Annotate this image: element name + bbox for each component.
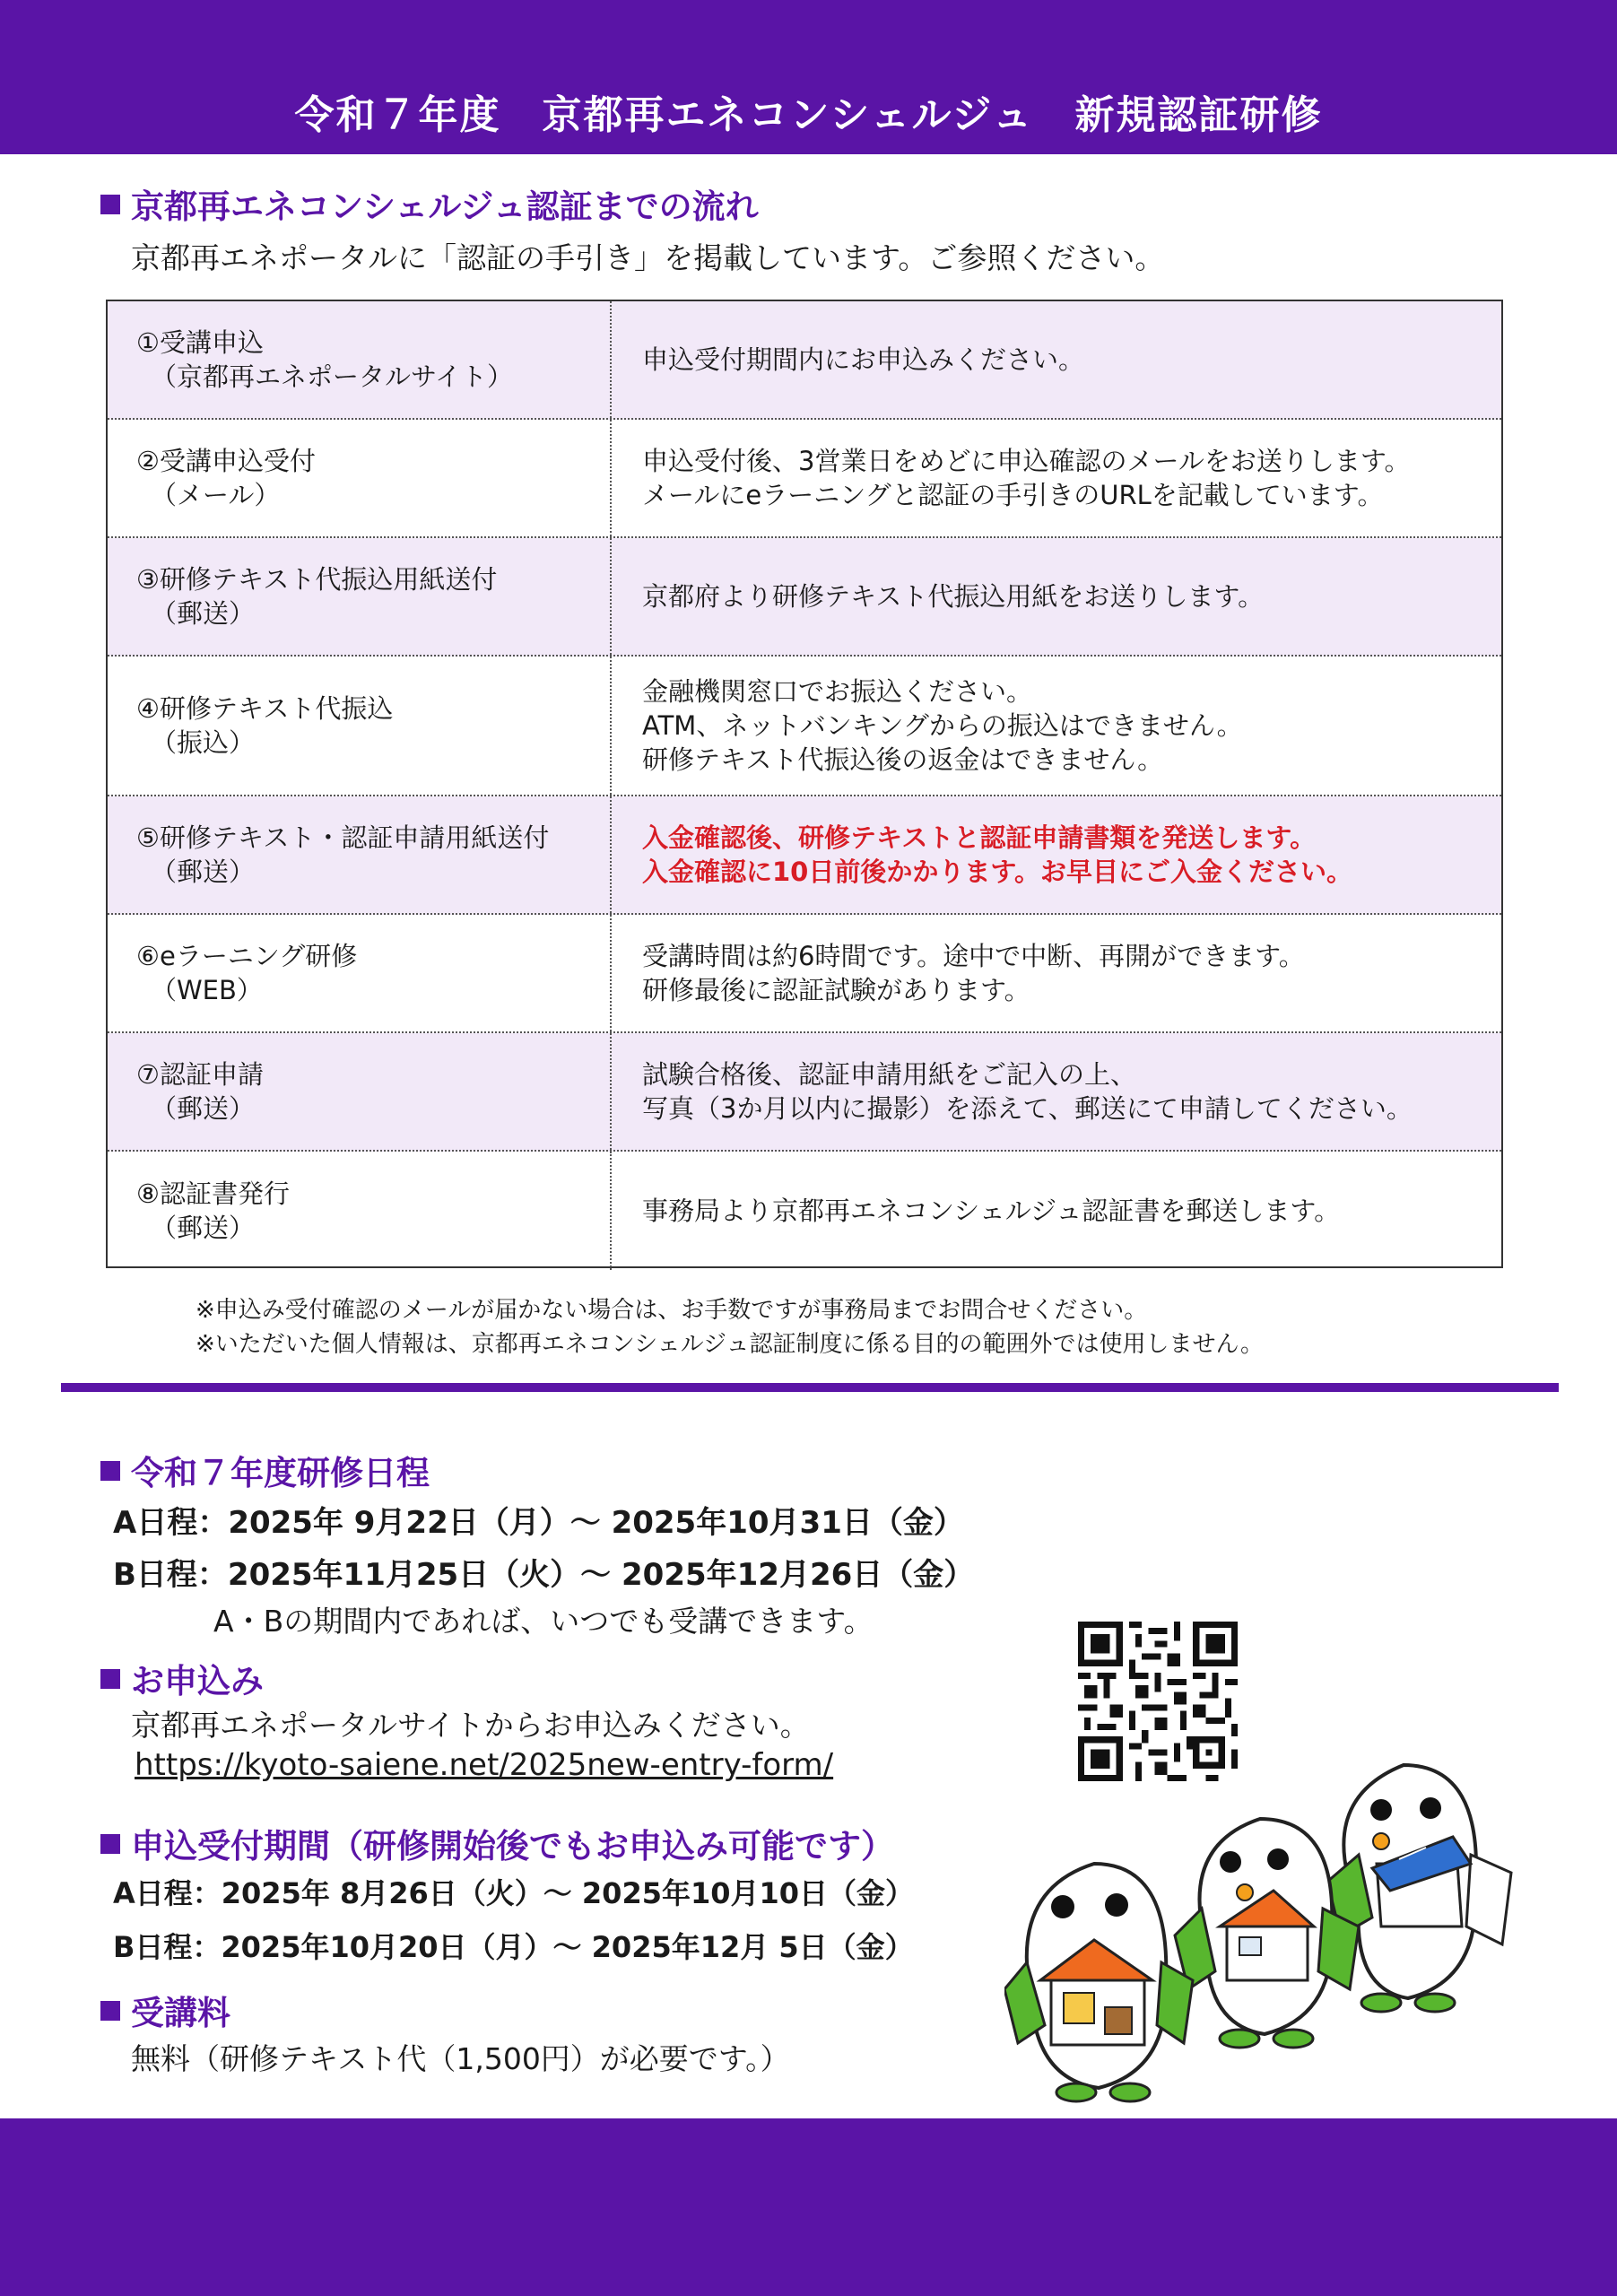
desc-line: ATM、ネットバンキングからの振込はできません。 <box>642 710 1243 741</box>
flow-intro: 京都再エネポータルに「認証の手引き」を掲載しています。ご参照ください。 <box>131 240 1165 275</box>
mascot-house-stove <box>1004 1864 1193 2101</box>
desc-cell <box>612 915 1501 1031</box>
fee-text: 無料（研修テキスト代（1,500円）が必要です。） <box>131 2041 790 2076</box>
flow-heading <box>100 179 759 228</box>
desc-line: 申込受付期間内にお申込みください。 <box>642 344 1085 375</box>
fee-heading-text: 受講料 <box>131 1994 230 2032</box>
table-row <box>108 657 1501 796</box>
header-banner <box>0 0 1617 154</box>
desc-cell <box>612 420 1501 536</box>
schedule-b: B日程：2025年11月25日（火）～ 2025年12月26日（金） <box>113 1557 975 1593</box>
table-row <box>108 1152 1501 1270</box>
step-sub: （郵送） <box>151 1093 256 1124</box>
apply-text: 京都再エネポータルサイトからお申込みください。 <box>131 1708 810 1743</box>
mascot-illustration <box>1004 1747 1543 2124</box>
step-sub: （振込） <box>151 727 256 758</box>
step-sub: （郵送） <box>151 1213 256 1243</box>
step-title: ⑦認証申請 <box>136 1059 264 1090</box>
desc-cell <box>612 1152 1501 1270</box>
step-title: ⑥eラーニング研修 <box>136 941 358 971</box>
desc-line: 申込受付後、3営業日をめどに申込確認のメールをお送りします。 <box>642 446 1411 476</box>
desc-line-alert: 入金確認後、研修テキストと認証申請書類を発送します。 <box>642 822 1317 853</box>
period-heading <box>100 1819 894 1867</box>
table-row <box>108 1033 1501 1152</box>
mascot-house-orange <box>1175 1819 1359 2048</box>
desc-line: 研修最後に認証試験があります。 <box>642 975 1030 1005</box>
desc-cell <box>612 796 1501 913</box>
step-sub: （WEB） <box>151 975 263 1005</box>
step-title: ①受講申込 <box>136 327 264 358</box>
note-email: ※申込み受付確認のメールが届かない場合は、お手数ですが事務局までお問合せください。 <box>196 1297 1148 1324</box>
desc-cell <box>612 1033 1501 1150</box>
step-sub: （京都再エネポータルサイト） <box>151 361 513 392</box>
step-cell <box>108 657 612 795</box>
step-cell <box>108 796 612 913</box>
table-row <box>108 915 1501 1033</box>
step-sub: （郵送） <box>151 857 256 887</box>
step-title: ②受講申込受付 <box>136 446 316 476</box>
schedule-a: A日程：2025年 9月22日（月）～ 2025年10月31日（金） <box>113 1505 964 1541</box>
step-cell <box>108 420 612 536</box>
apply-heading <box>100 1654 264 1702</box>
square-bullet-icon <box>100 1669 120 1689</box>
period-b: B日程：2025年10月20日（月）～ 2025年12月 5日（金） <box>113 1930 914 1964</box>
flow-heading-text: 京都再エネコンシェルジュ認証までの流れ <box>131 187 759 226</box>
schedule-heading <box>100 1446 430 1494</box>
step-cell <box>108 1152 612 1270</box>
table-row <box>108 538 1501 657</box>
note-privacy: ※いただいた個人情報は、京都再エネコンシェルジュ認証制度に係る目的の範囲外では使用しません。 <box>196 1331 1265 1358</box>
desc-line: 事務局より京都再エネコンシェルジュ認証書を郵送します。 <box>642 1196 1341 1226</box>
desc-line: 受講時間は約6時間です。途中で中断、再開ができます。 <box>642 941 1305 971</box>
mascot-solar <box>1327 1765 1511 2012</box>
desc-cell <box>612 657 1501 795</box>
apply-url-link[interactable]: https://kyoto-saiene.net/2025new-entry-form/ <box>135 1747 834 1783</box>
desc-cell <box>612 301 1501 418</box>
desc-line: 京都府より研修テキスト代振込用紙をお送りします。 <box>642 581 1265 612</box>
step-title: ⑤研修テキスト・認証申請用紙送付 <box>136 822 550 853</box>
step-title: ⑧認証書発行 <box>136 1178 290 1209</box>
step-title: ④研修テキスト代振込 <box>136 693 394 724</box>
desc-line: メールにeラーニングと認証の手引きのURLを記載しています。 <box>642 480 1384 510</box>
desc-line: 写真（3か月以内に撮影）を添えて、郵送にて申請してください。 <box>642 1093 1413 1124</box>
apply-heading-text: お申込み <box>131 1662 264 1700</box>
table-row <box>108 301 1501 420</box>
table-row <box>108 420 1501 538</box>
step-cell <box>108 1033 612 1150</box>
desc-line: 試験合格後、認証申請用紙をご記入の上、 <box>642 1059 1137 1090</box>
square-bullet-icon <box>100 1834 120 1854</box>
schedule-heading-text: 令和７年度研修日程 <box>131 1454 430 1492</box>
schedule-note: A・Bの期間内であれば、いつでも受講できます。 <box>213 1604 874 1639</box>
desc-line: 研修テキスト代振込後の返金はできません。 <box>642 744 1164 775</box>
page-title: 令和７年度 京都再エネコンシェルジュ 新規認証研修 <box>294 92 1323 138</box>
desc-line-alert: 入金確認に10日前後かかります。お早目にご入金ください。 <box>642 857 1353 887</box>
desc-cell <box>612 538 1501 655</box>
step-cell <box>108 538 612 655</box>
section-divider <box>61 1383 1559 1392</box>
step-sub: （郵送） <box>151 598 256 629</box>
step-sub: （メール） <box>151 480 281 510</box>
table-row <box>108 796 1501 915</box>
desc-line: 金融機関窓口でお振込ください。 <box>642 676 1033 707</box>
period-a: A日程：2025年 8月26日（火）～ 2025年10月10日（金） <box>113 1876 915 1910</box>
period-heading-text: 申込受付期間（研修開始後でもお申込み可能です） <box>131 1827 894 1866</box>
step-cell <box>108 301 612 418</box>
step-cell <box>108 915 612 1031</box>
footer-banner <box>0 2118 1617 2296</box>
square-bullet-icon <box>100 1461 120 1481</box>
square-bullet-icon <box>100 195 120 214</box>
fee-heading <box>100 1986 230 2034</box>
square-bullet-icon <box>100 2001 120 2021</box>
step-title: ③研修テキスト代振込用紙送付 <box>136 564 498 595</box>
flow-table <box>106 300 1503 1268</box>
